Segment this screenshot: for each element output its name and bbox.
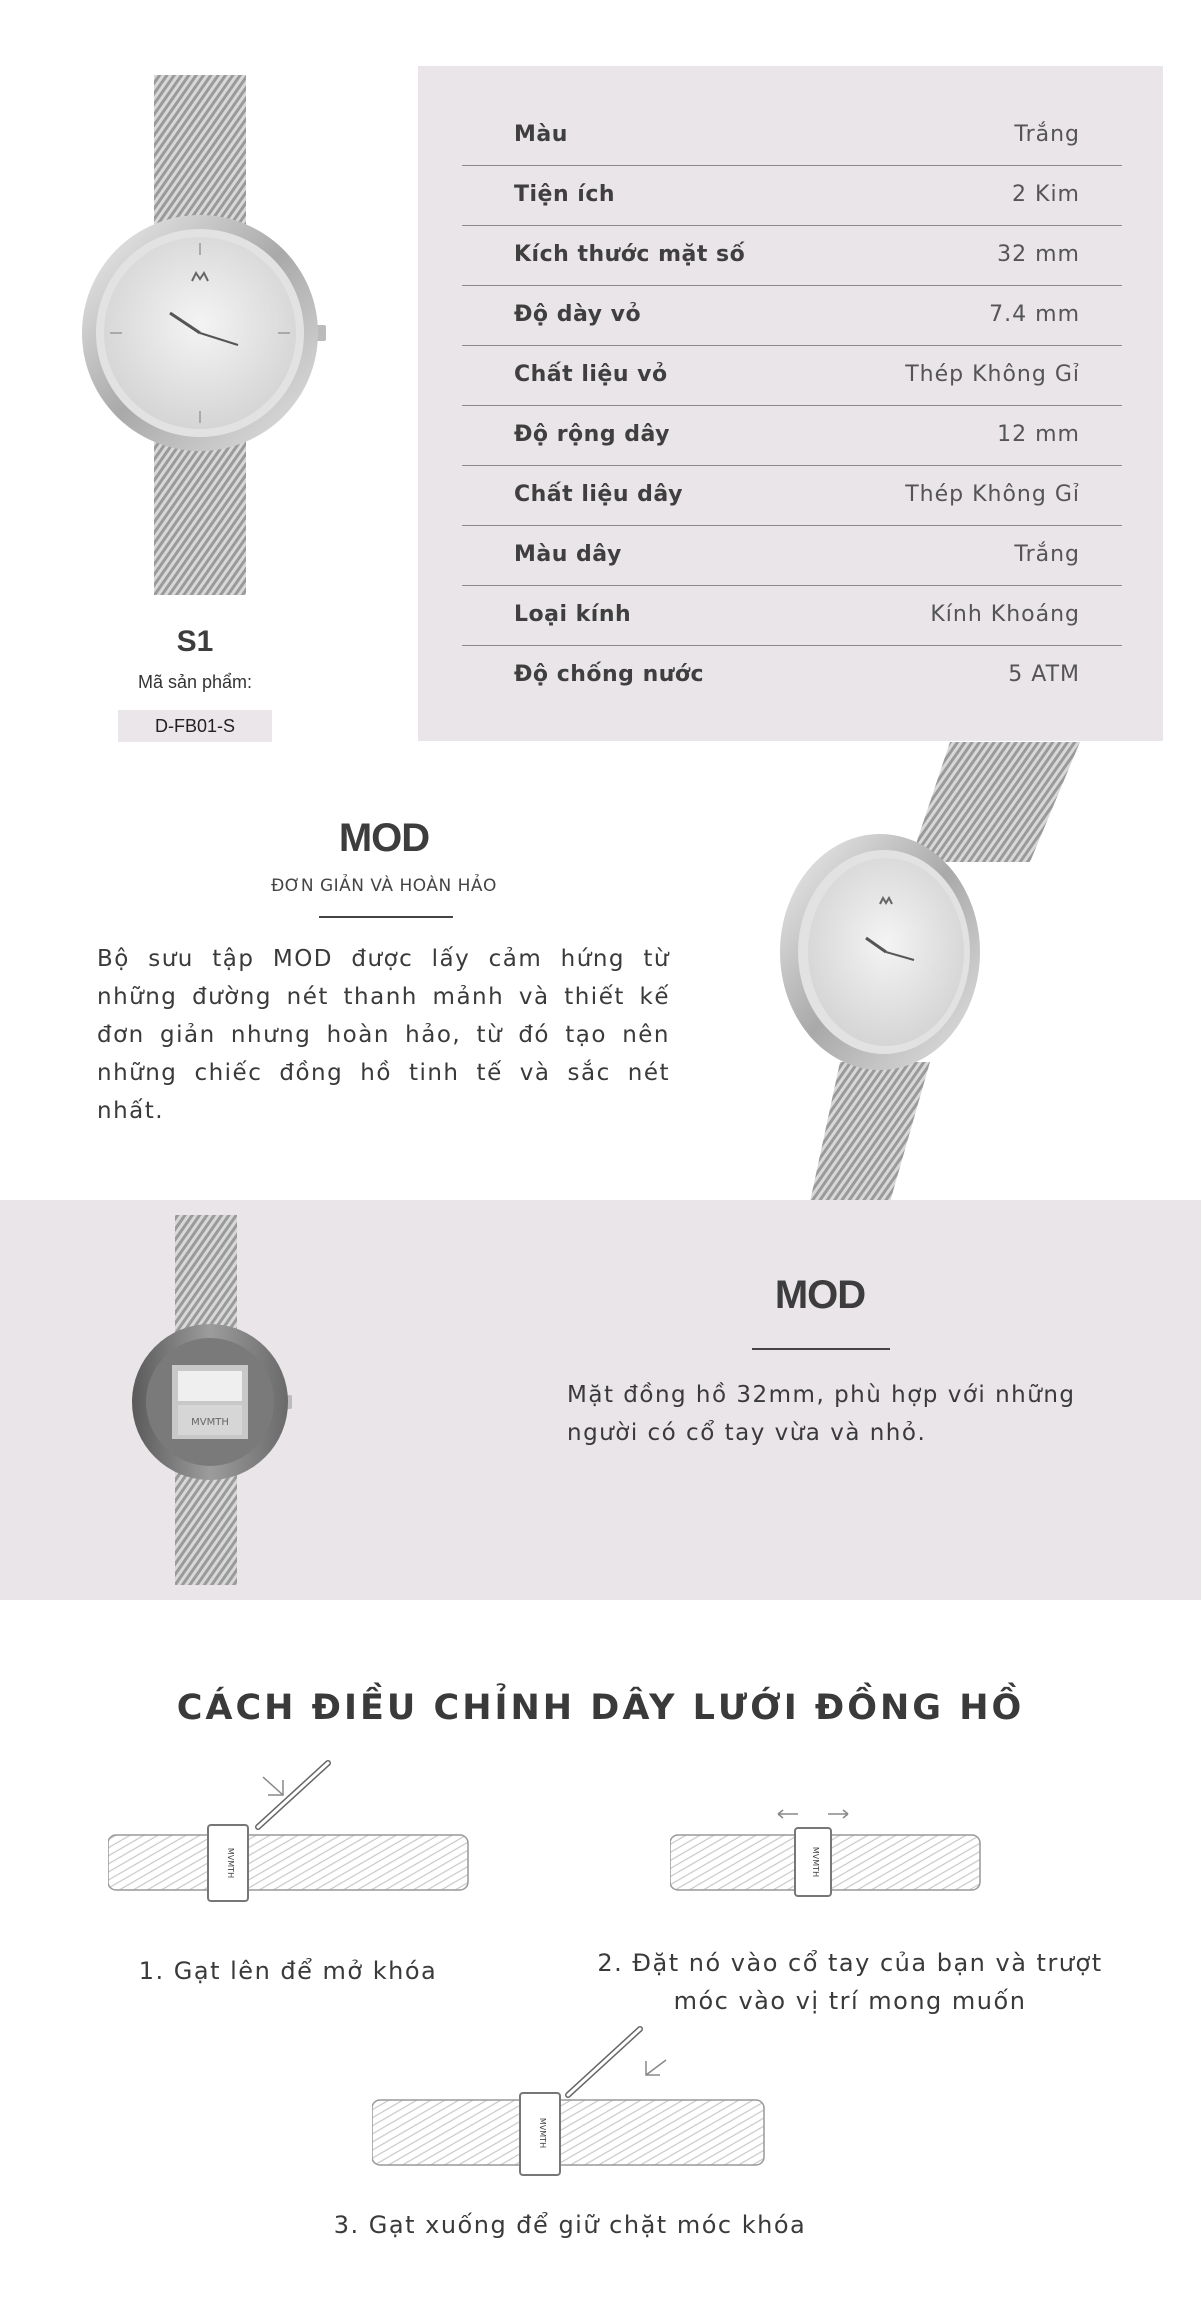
spec-value: Kính Khoáng bbox=[930, 602, 1080, 627]
spec-label: Độ chống nước bbox=[514, 662, 705, 687]
spec-row-glass bbox=[462, 586, 1122, 646]
spec-value: 2 Kim bbox=[1012, 182, 1080, 207]
spec-value: 12 mm bbox=[997, 422, 1080, 447]
back-brand-text: MVMTH bbox=[191, 1417, 229, 1428]
size-title: MOD bbox=[774, 1273, 866, 1317]
step-2-illustration bbox=[670, 1800, 990, 1900]
product-code-label: Mã sản phẩm: bbox=[137, 672, 253, 692]
step-2-clasp-text: MVMTH bbox=[811, 1846, 820, 1878]
spec-label: Độ dày vỏ bbox=[514, 302, 642, 327]
spec-label: Màu dây bbox=[514, 542, 622, 567]
product-code: D-FB01-S bbox=[118, 710, 272, 742]
spec-label: Màu bbox=[514, 122, 568, 147]
intro-title: MOD bbox=[338, 816, 430, 860]
intro-description: Bộ sưu tập MOD được lấy cảm hứng từ những đường nét thanh mảnh và thiết kế đơn giản nhưng hoàn hảo, từ đó tạo nên những chiếc đồng hồ tinh tế và sắc nét nhất. bbox=[97, 946, 670, 1124]
spec-value: 32 mm bbox=[997, 242, 1080, 267]
spec-value: 7.4 mm bbox=[989, 302, 1080, 327]
watch-back-image bbox=[110, 1215, 310, 1585]
spec-value: Thép Không Gỉ bbox=[905, 362, 1080, 387]
spec-row-band-color bbox=[462, 526, 1122, 586]
guide-title: CÁCH ĐIỀU CHỈNH DÂY LƯỚI ĐỒNG HỒ bbox=[176, 1688, 1025, 1728]
spec-row-case-material bbox=[462, 346, 1122, 406]
spec-label: Chất liệu vỏ bbox=[514, 362, 668, 387]
spec-row-color bbox=[462, 106, 1122, 166]
spec-row-band-width bbox=[462, 406, 1122, 466]
spec-value: Thép Không Gỉ bbox=[905, 482, 1080, 507]
product-name: S1 bbox=[176, 625, 214, 658]
size-divider bbox=[752, 1348, 890, 1350]
spec-value: Trắng bbox=[1014, 542, 1080, 567]
step-2-caption: 2. Đặt nó vào cổ tay của bạn và trượt móc vào vị trí mong muốn bbox=[597, 1949, 1103, 2015]
spec-label: Chất liệu dây bbox=[514, 482, 683, 507]
spec-row-water-resistance bbox=[462, 646, 1122, 706]
spec-row-function bbox=[462, 166, 1122, 226]
spec-row-case-thickness bbox=[462, 286, 1122, 346]
size-description: Mặt đồng hồ 32mm, phù hợp với những người có cổ tay vừa và nhỏ. bbox=[567, 1382, 1076, 1446]
spec-value: 5 ATM bbox=[1008, 662, 1080, 687]
intro-subtitle: ĐƠN GIẢN VÀ HOÀN HẢO bbox=[271, 876, 497, 896]
spec-label: Loại kính bbox=[514, 602, 632, 627]
step-1-caption: 1. Gạt lên để mở khóa bbox=[138, 1957, 438, 1985]
product-watch-image bbox=[70, 75, 330, 595]
step-3-illustration bbox=[372, 2025, 772, 2185]
spec-row-band-material bbox=[462, 466, 1122, 526]
spec-label: Độ rộng dây bbox=[514, 422, 670, 447]
spec-label: Tiện ích bbox=[514, 182, 616, 207]
spec-value: Trắng bbox=[1014, 122, 1080, 147]
intro-divider bbox=[319, 916, 453, 918]
spec-table bbox=[418, 66, 1163, 741]
spec-row-dial-size bbox=[462, 226, 1122, 286]
step-1-illustration bbox=[108, 1755, 478, 1905]
spec-label: Kích thước mặt số bbox=[514, 242, 746, 267]
step-3-clasp-text: MVMTH bbox=[538, 2117, 547, 2149]
step-3-caption: 3. Gạt xuống để giữ chặt móc khóa bbox=[333, 2211, 807, 2239]
intro-watch-image bbox=[780, 742, 1110, 1202]
step-1-clasp-text: MVMTH bbox=[226, 1847, 235, 1879]
